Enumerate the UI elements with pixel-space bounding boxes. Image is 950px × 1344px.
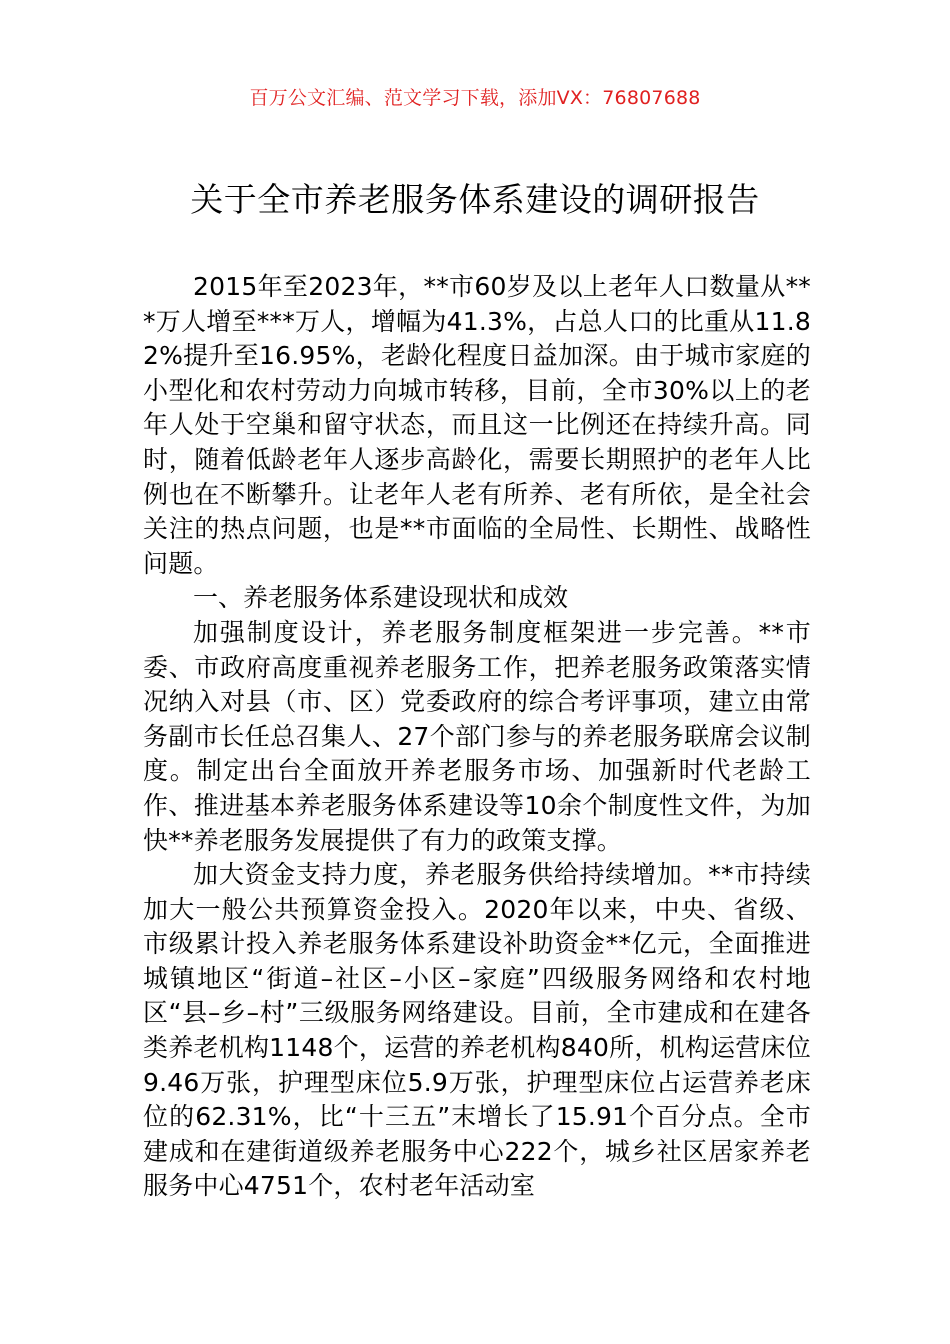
paragraph-funding: 加大资金支持力度，养老服务供给持续增加。**市持续加大一般公共预算资金投入。2020年以来，中央、省级、市级累计投入养老服务体系建设补助资金**亿元，全面推进城镇地区“街道–社区–小区–家庭”四级服务网络和农村地区“县–乡–村”三级服务网络建设。目前，全市建成和在建各类养老机构1148个，运营的养老机构840所，机构运营床位9.46万张，护理型床位5.9万张，护理型床位占运营养老床位的62.31%，比“十三五”末增长了15.91个百分点。全市建成和在建街道级养老服务中心222个，城乡社区居家养老服务中心4751个，农村老年活动室 [143,860,811,1201]
document-body [143,270,811,1204]
document-title: 关于全市养老服务体系建设的调研报告 [190,180,760,219]
paragraph-system-design: 加强制度设计，养老服务制度框架进一步完善。**市委、市政府高度重视养老服务工作，把养老服务政策落实情况纳入对县（市、区）党委政府的综合考评事项，建立由常务副市长任总召集人、27个部门参与的养老服务联席会议制度。制定出台全面放开养老服务市场、加强新时代老龄工作、推进基本养老服务体系建设等10余个制度性文件，为加快**养老服务发展提供了有力的政策支撑。 [143,617,811,855]
watermark-banner: 百万公文汇编、范文学习下载，添加VX：76807688 [249,87,701,109]
paragraph-intro: 2015年至2023年，**市60岁及以上老年人口数量从***万人增至***万人，增幅为41.3%，占总人口的比重从11.82%提升至16.95%，老龄化程度日益加深。由于城市家庭的小型化和农村劳动力向城市转移，目前，全市30%以上的老年人处于空巢和留守状态，而且这一比例还在持续升高。同时，随着低龄老年人逐步高龄化，需要长期照护的老年人比例也在不断攀升。让老年人老有所养、老有所依，是全社会关注的热点问题，也是**市面临的全局性、长期性、战略性问题。 [143,272,811,578]
section-heading: 一、养老服务体系建设现状和成效 [193,583,569,613]
